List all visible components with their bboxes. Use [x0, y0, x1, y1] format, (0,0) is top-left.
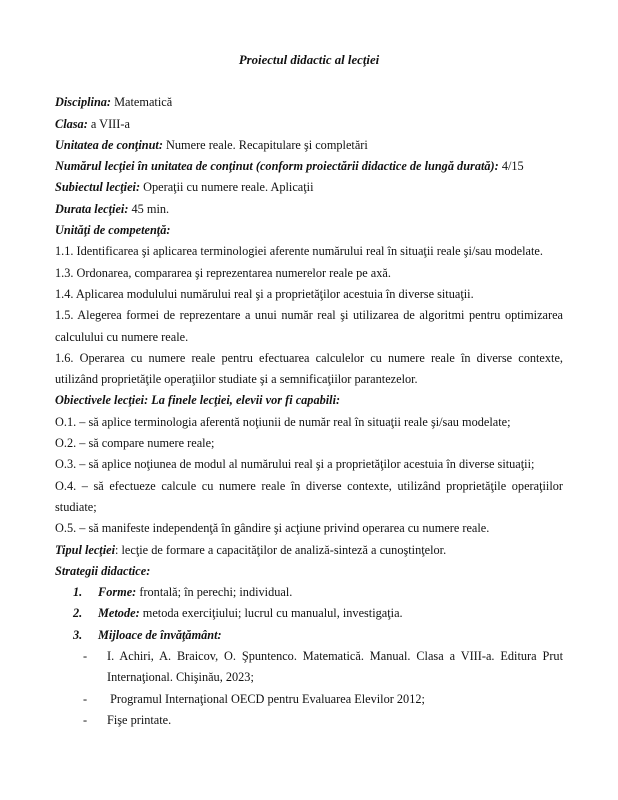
obiective-heading: Obiectivele lecţiei: La finele lecţiei, elevii vor fi capabili:	[55, 393, 341, 408]
mijloace-item-text: I. Achiri, A. Braicov, O. Şpuntenco. Matematică. Manual. Clasa a VIII-a. Editura Prut Internaţional. Chişinău, 2023;	[107, 649, 563, 685]
obiectiv-item: O.1. – să aplice terminologia aferentă noţiunii de număr real în situaţii reale şi/sau modelate;	[55, 414, 511, 429]
field-disciplina-value: Matematică	[114, 95, 173, 110]
dash-bullet: -	[83, 649, 88, 664]
strategie-forme	[73, 582, 563, 603]
field-durata-value: 45 min.	[131, 201, 170, 216]
strategii-heading: Strategii didactice:	[55, 563, 151, 578]
field-subiectul-value: Operaţii cu numere reale. Aplicaţii	[143, 180, 314, 195]
field-clasa	[55, 114, 563, 135]
mijloace-item	[83, 689, 563, 710]
field-numarul-lectiei	[55, 156, 563, 177]
competenta-item: 1.1. Identificarea şi aplicarea terminologiei aferente numărului real în situaţii reale şi/sau modelate.	[55, 244, 543, 259]
mijloace-item-text: Programul Internaţional OECD pentru Evaluarea Elevilor 2012;	[107, 691, 425, 706]
obiectiv-item: O.2. – să compare numere reale;	[55, 436, 215, 451]
strategie-mijloace	[73, 625, 563, 646]
field-clasa-value: a VIII-a	[90, 116, 130, 131]
strategie-mijloace-label: Mijloace de învăţământ:	[98, 627, 222, 642]
strategie-forme-text	[98, 582, 563, 603]
field-clasa-label: Clasa:	[55, 116, 88, 131]
competenta-item: 1.3. Ordonarea, compararea şi reprezentarea numerelor reale pe axă.	[55, 265, 391, 280]
strategie-metode-value: metoda exerciţiului; lucrul cu manualul, investigaţia.	[142, 606, 403, 621]
strategie-forme-label: Forme:	[98, 585, 137, 600]
mijloace-item	[83, 646, 563, 689]
mijloace-item-text: Fişe printate.	[107, 712, 172, 727]
field-subiectul-label: Subiectul lecţiei:	[55, 180, 141, 195]
field-numarul-lectiei-value: 4/15	[501, 159, 524, 174]
strategie-metode-text	[98, 603, 563, 624]
dash-bullet: -	[83, 712, 88, 727]
strategie-mijloace-text	[98, 625, 563, 646]
strategie-forme-value: frontală; în perechi; individual.	[139, 585, 293, 600]
tipul-lectiei	[55, 540, 563, 561]
competente-heading: Unităţi de competenţă:	[55, 223, 171, 238]
list-number: 2.	[73, 606, 83, 621]
page-title: Proiectul didactic al lecţiei	[238, 53, 380, 67]
strategie-metode	[73, 603, 563, 624]
obiectiv-item: O.4. – să efectueze calcule cu numere reale în diverse contexte, utilizând proprietăţile operaţiilor studiate;	[55, 478, 563, 514]
field-durata	[55, 199, 563, 220]
field-unitatea-value: Numere reale. Recapitulare şi completări	[166, 137, 368, 152]
dash-bullet: -	[83, 691, 88, 706]
list-number: 1.	[73, 585, 83, 600]
list-number: 3.	[73, 627, 83, 642]
obiectiv-item: O.3. – să aplice noţiunea de modul al numărului real şi a proprietăţilor acestuia în diverse situaţii;	[55, 457, 535, 472]
tipul-lectiei-value: : lecţie de formare a capacităţilor de analiză-sinteză a cunoştinţelor.	[115, 542, 447, 557]
strategie-metode-label: Metode:	[98, 606, 140, 621]
mijloace-item	[83, 710, 563, 731]
obiectiv-item: O.5. – să manifeste independenţă în gândire şi acţiune privind operarea cu numere reale.	[55, 521, 490, 536]
field-numarul-lectiei-label: Numărul lecţiei în unitatea de conţinut (conform proiectării didactice de lungă durată):	[55, 159, 499, 174]
field-unitatea-label: Unitatea de conţinut:	[55, 137, 163, 152]
competenta-item: 1.5. Alegerea formei de reprezentare a unui număr real şi utilizarea de algoritmi pentru optimizarea calculului cu numere reale.	[55, 308, 563, 344]
field-unitatea	[55, 135, 563, 156]
field-subiectul	[55, 177, 563, 198]
field-disciplina-label: Disciplina:	[55, 95, 112, 110]
tipul-lectiei-label: Tipul lecţiei	[55, 542, 115, 557]
competenta-item: 1.6. Operarea cu numere reale pentru efectuarea calculelor cu numere reale în diverse contexte, utilizând proprietăţile operaţiilor studiate şi a semnificaţiilor parantezelor.	[55, 350, 563, 387]
field-durata-label: Durata lecţiei:	[55, 201, 129, 216]
field-disciplina	[55, 92, 563, 113]
competenta-item: 1.4. Aplicarea modulului numărului real şi a proprietăţilor acestuia în diverse situaţii.	[55, 286, 474, 301]
